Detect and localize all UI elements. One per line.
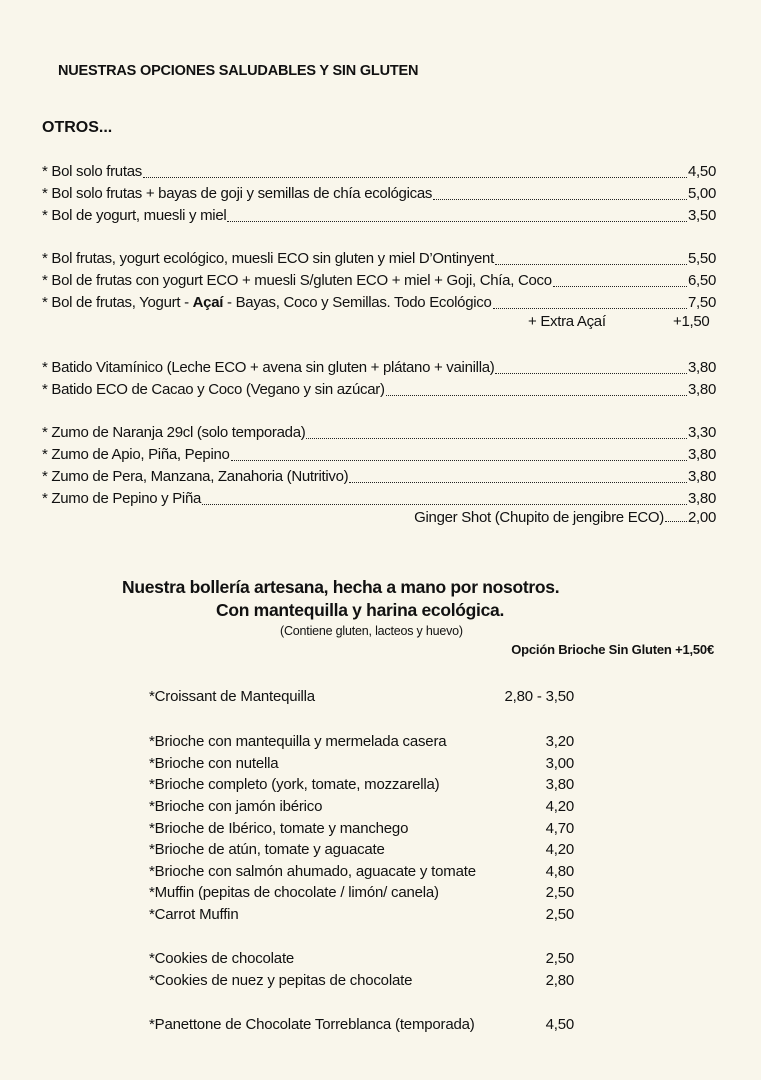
item-name: * Zumo de Apio, Piña, Pepino [42,446,230,463]
item-price: 3,20 [545,733,574,750]
item-name: *Brioche de atún, tomate y aguacate [149,841,385,858]
menu-item [42,292,716,314]
dot-leader [665,521,687,522]
dot-leader [202,504,687,505]
item-name-part: * Bol de frutas, Yogurt - [42,294,193,311]
section-title-otros: OTROS... [42,119,113,136]
item-name: *Croissant de Mantequilla [149,688,315,705]
menu-item [42,379,716,401]
item-name: * Bol de frutas con yogurt ECO + muesli S/gluten ECO + miel + Goji, Chía, Coco [42,272,552,289]
menu-item-ginger-shot [414,509,716,526]
item-price: 2,80 - 3,50 [504,688,574,705]
menu-item [42,183,716,205]
item-name: *Brioche con jamón ibérico [149,798,323,815]
item-price: 7,50 [688,294,716,311]
menu-item [42,444,716,466]
dot-leader [143,177,687,178]
extra-acai-label: + Extra Açaí [528,313,606,330]
menu-item [149,774,574,796]
gluten-free-option: Opción Brioche Sin Gluten +1,50€ [511,642,714,657]
menu-item [42,357,716,379]
item-name: * Zumo de Pera, Manzana, Zanahoria (Nutritivo) [42,468,349,485]
item-price: 3,80 [688,381,716,398]
menu-item [149,861,574,883]
menu-item [149,839,574,861]
bolleria-heading-line1: Nuestra bollería artesana, hecha a mano por nosotros. [122,577,560,597]
menu-item [149,904,574,926]
menu-item [42,205,716,227]
item-price: 4,20 [545,841,574,858]
menu-item [149,753,574,775]
item-name: *Brioche completo (york, tomate, mozzarella) [149,776,440,793]
menu-item [149,1014,574,1036]
item-price: 3,80 [688,359,716,376]
dot-leader [349,482,687,483]
menu-item [42,466,716,488]
item-price: 4,50 [688,163,716,180]
menu-item [42,161,716,183]
item-name: *Carrot Muffin [149,906,239,923]
item-name: * Batido ECO de Cacao y Coco (Vegano y sin azúcar) [42,381,385,398]
menu-item [149,818,574,840]
menu-item [42,248,716,270]
page-title: NUESTRAS OPCIONES SALUDABLES Y SIN GLUTEN [58,63,419,79]
item-price: 2,50 [545,950,574,967]
item-name: *Brioche con mantequilla y mermelada casera [149,733,447,750]
dot-leader [433,199,687,200]
item-name: *Cookies de chocolate [149,950,295,967]
menu-item [42,488,716,510]
dot-leader [495,264,687,265]
menu-item [149,731,574,753]
item-name: *Cookies de nuez y pepitas de chocolate [149,972,413,989]
menu-item [149,796,574,818]
item-price: 4,70 [545,820,574,837]
item-price: 3,80 [688,490,716,507]
item-price: 6,50 [688,272,716,289]
allergen-note: (Contiene gluten, lacteos y huevo) [280,624,463,638]
menu-item [42,270,716,292]
item-price: 5,50 [688,250,716,267]
dot-leader [227,221,687,222]
item-price: 5,00 [688,185,716,202]
item-name: *Muffin (pepitas de chocolate / limón/ canela) [149,884,439,901]
item-name: *Brioche con nutella [149,755,279,772]
dot-leader [306,438,687,439]
item-name: * Zumo de Pepino y Piña [42,490,202,507]
menu-item [149,948,574,970]
item-name: *Brioche con salmón ahumado, aguacate y tomate [149,863,476,880]
item-price: 3,50 [688,207,716,224]
extra-acai-price: +1,50 [673,313,710,330]
item-name-part: - Bayas, Coco y Semillas. Todo Ecológico [223,294,492,311]
dot-leader [386,395,687,396]
item-name [42,292,492,314]
item-name: * Bol de yogurt, muesli y miel [42,207,227,224]
item-name: * Bol frutas, yogurt ecológico, muesli ECO sin gluten y miel D’Ontinyent [42,250,494,267]
item-price: 3,30 [688,424,716,441]
item-name: * Bol solo frutas [42,163,142,180]
item-name-bold: Açaí [192,294,224,311]
dot-leader [493,308,687,309]
item-price: 4,50 [545,1016,574,1033]
menu-item [149,882,574,904]
item-name: *Panettone de Chocolate Torreblanca (temporada) [149,1016,475,1033]
item-price: 2,50 [545,884,574,901]
dot-leader [231,460,687,461]
item-price: 3,00 [545,755,574,772]
menu-item [42,422,716,444]
bolleria-heading-line2: Con mantequilla y harina ecológica. [216,600,505,620]
menu-item [149,686,574,708]
item-name: *Brioche de Ibérico, tomate y manchego [149,820,409,837]
menu-item [149,970,574,992]
item-price: 3,80 [688,468,716,485]
item-price: 2,50 [545,906,574,923]
item-name: * Bol solo frutas + bayas de goji y semillas de chía ecológicas [42,185,433,202]
item-name: * Batido Vitamínico (Leche ECO + avena sin gluten + plátano + vainilla) [42,359,495,376]
item-price: 2,80 [545,972,574,989]
dot-leader [553,286,687,287]
item-price: 4,80 [545,863,574,880]
item-price: 3,80 [688,446,716,463]
item-price: 4,20 [545,798,574,815]
item-name: * Zumo de Naranja 29cl (solo temporada) [42,424,306,441]
item-price: 2,00 [688,509,716,526]
item-price: 3,80 [545,776,574,793]
dot-leader [495,373,687,374]
item-name: Ginger Shot (Chupito de jengibre ECO) [414,509,664,526]
